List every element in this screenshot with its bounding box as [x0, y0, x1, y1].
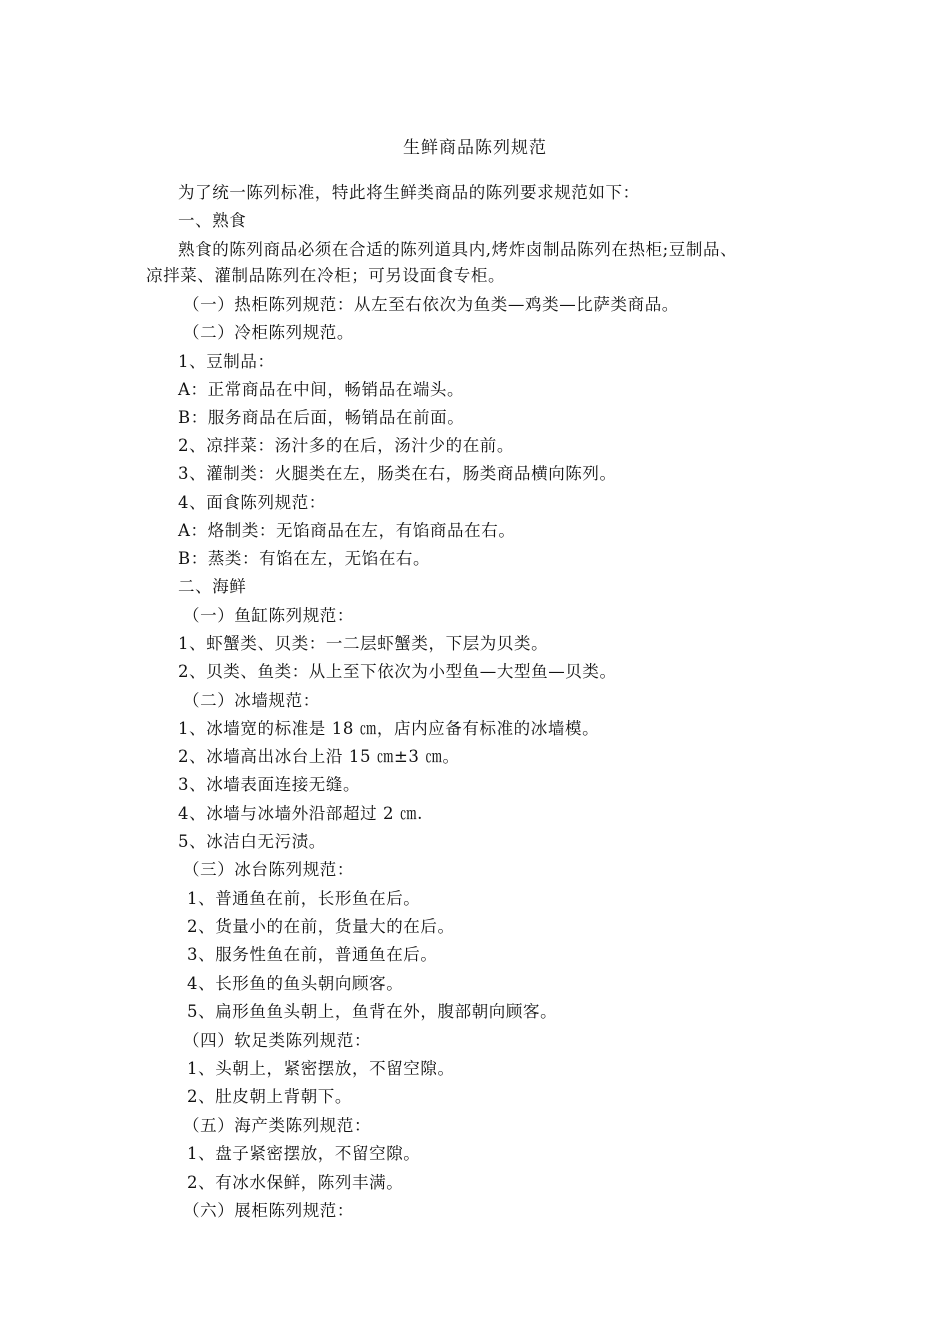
subsection-heading: （二）冰墙规范： — [183, 691, 320, 710]
paragraph-line: 凉拌菜、灌制品陈列在冷柜；可另设面食专柜。 — [146, 266, 506, 285]
list-item: 1、盘子紧密摆放，不留空隙。 — [187, 1144, 421, 1163]
list-item: 2、肚皮朝上背朝下。 — [187, 1087, 352, 1106]
subsection-heading: （四）软足类陈列规范： — [183, 1031, 372, 1050]
list-item: 3、冰墙表面连接无缝。 — [178, 775, 361, 794]
document-title: 生鲜商品陈列规范 — [403, 138, 547, 158]
subsection-heading: （六）展柜陈列规范： — [183, 1201, 354, 1220]
list-item: 1、豆制品： — [178, 352, 275, 371]
subsection-heading: （二）冷柜陈列规范。 — [183, 323, 354, 342]
list-item: 2、贝类、鱼类：从上至下依次为小型鱼—大型鱼—贝类。 — [178, 662, 617, 681]
list-item: 5、冰洁白无污渍。 — [178, 832, 326, 851]
list-item: 3、灌制类：火腿类在左，肠类在右，肠类商品横向陈列。 — [178, 464, 617, 483]
list-item: 2、凉拌菜：汤汁多的在后，汤汁少的在前。 — [178, 436, 514, 455]
list-item: 3、服务性鱼在前，普通鱼在后。 — [187, 945, 438, 964]
list-item: 2、有冰水保鲜，陈列丰满。 — [187, 1173, 404, 1192]
list-item: 1、冰墙宽的标准是 18 ㎝，店内应备有标准的冰墙模。 — [178, 719, 600, 738]
list-item: 1、虾蟹类、贝类：一二层虾蟹类，下层为贝类。 — [178, 634, 549, 653]
subsection-heading: （一）鱼缸陈列规范： — [183, 606, 354, 625]
list-item: 4、面食陈列规范： — [178, 493, 326, 512]
section-heading-cooked-food: 一、熟食 — [178, 211, 247, 230]
list-item: B：蒸类：有馅在左，无馅在右。 — [178, 549, 431, 568]
intro-line: 为了统一陈列标准，特此将生鲜类商品的陈列要求规范如下： — [178, 183, 640, 202]
subsection-heading: （五）海产类陈列规范： — [183, 1116, 372, 1135]
subsection-heading: （三）冰台陈列规范： — [183, 860, 354, 879]
list-item: 1、头朝上，紧密摆放，不留空隙。 — [187, 1059, 455, 1078]
list-item: 4、冰墙与冰墙外沿部超过 2 ㎝. — [178, 804, 423, 823]
list-item: 5、扁形鱼鱼头朝上，鱼背在外，腹部朝向顾客。 — [187, 1002, 558, 1021]
paragraph-line: 熟食的陈列商品必须在合适的陈列道具内,烤炸卤制品陈列在热柜;豆制品、 — [178, 240, 738, 259]
list-item: 4、长形鱼的鱼头朝向顾客。 — [187, 974, 404, 993]
list-item: A：正常商品在中间，畅销品在端头。 — [178, 380, 465, 399]
subsection-heading: （一）热柜陈列规范：从左至右依次为鱼类—鸡类—比萨类商品。 — [183, 295, 679, 314]
list-item: A：烙制类：无馅商品在左，有馅商品在右。 — [178, 521, 516, 540]
list-item: 2、货量小的在前，货量大的在后。 — [187, 917, 455, 936]
list-item: 2、冰墙高出冰台上沿 15 ㎝±3 ㎝。 — [178, 747, 460, 766]
list-item: 1、普通鱼在前，长形鱼在后。 — [187, 889, 421, 908]
list-item: B：服务商品在后面，畅销品在前面。 — [178, 408, 465, 427]
section-heading-seafood: 二、海鲜 — [178, 577, 247, 596]
